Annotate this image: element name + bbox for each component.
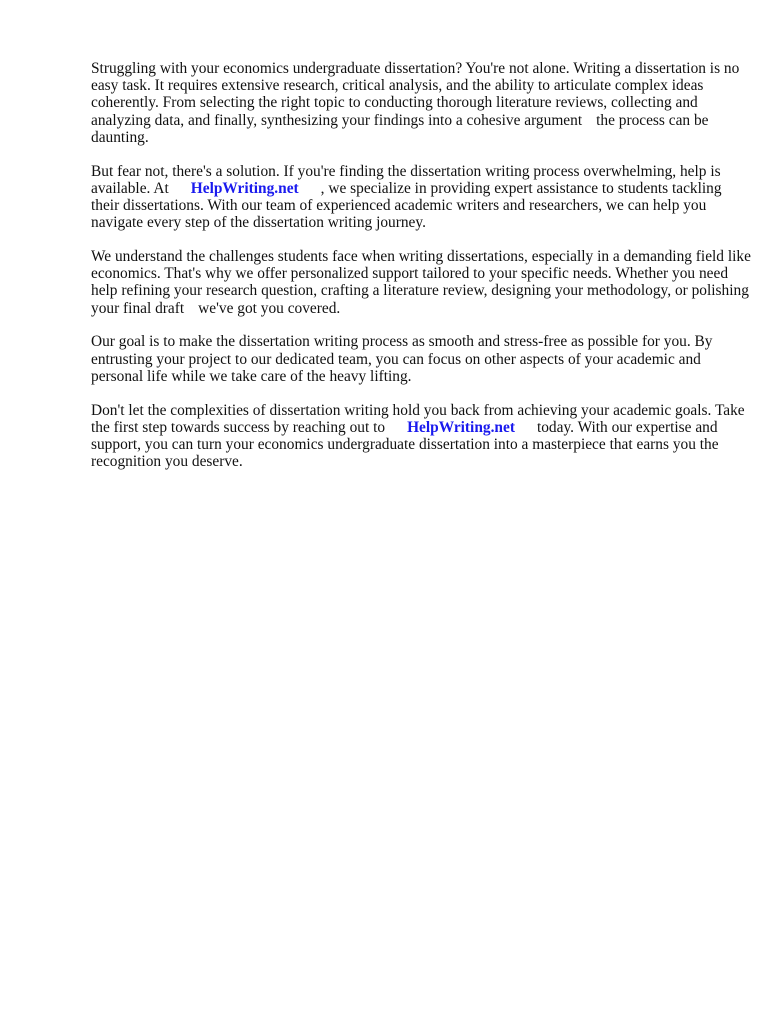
paragraph-challenges-text: We understand the challenges students face when writing dissertations, especially in a demanding field like economics. That's why we offer personalized support tailored to your specific needs. Whether you need help refining your research question, crafting a literature review, designing your methodology, or polishing your final draft <box>91 248 751 317</box>
paragraph-closing-end: today. With our expertise and support, you can turn your economics undergraduate dissertation into a masterpiece that earns you the recognition you deserve. <box>91 418 719 471</box>
paragraph-goal-text: Our goal is to make the dissertation writing process as smooth and stress-free as possible for you. By entrusting your project to our dedicated team, you can focus on other aspects of your academic and personal life while we take care of the heavy lifting. <box>91 333 713 385</box>
paragraph-solution <box>91 163 751 232</box>
paragraph-goal <box>91 333 751 385</box>
paragraph-intro-end: the process can be daunting. <box>91 111 709 146</box>
paragraph-solution-start: But fear not, there's a solution. If you're finding the dissertation writing process overwhelming, help is available. At <box>91 162 721 197</box>
helpwriting-link[interactable]: HelpWriting.net <box>190 179 299 197</box>
document-body <box>91 60 751 487</box>
paragraph-solution-end: , we specialize in providing expert assistance to students tackling their dissertations. With our team of experienced academic writers and researchers, we can help you navigate every step of the dissertation writing journey. <box>91 179 722 232</box>
paragraph-intro <box>91 60 751 146</box>
paragraph-intro-text: Struggling with your economics undergraduate dissertation? You're not alone. Writing a dissertation is no easy task. It requires extensive research, critical analysis, and the ability to articulate complex ideas coherently. From selecting the right topic to conducting thorough literature reviews, collecting and analyzing data, and finally, synthesizing your findings into a cohesive argument <box>91 60 740 129</box>
paragraph-challenges <box>91 248 751 317</box>
paragraph-challenges-end: we've got you covered. <box>198 299 341 317</box>
helpwriting-link-2[interactable]: HelpWriting.net <box>407 418 515 436</box>
paragraph-closing <box>91 402 751 471</box>
paragraph-closing-start: Don't let the complexities of dissertation writing hold you back from achieving your academic goals. Take the first step towards success by reaching out to <box>91 401 745 436</box>
